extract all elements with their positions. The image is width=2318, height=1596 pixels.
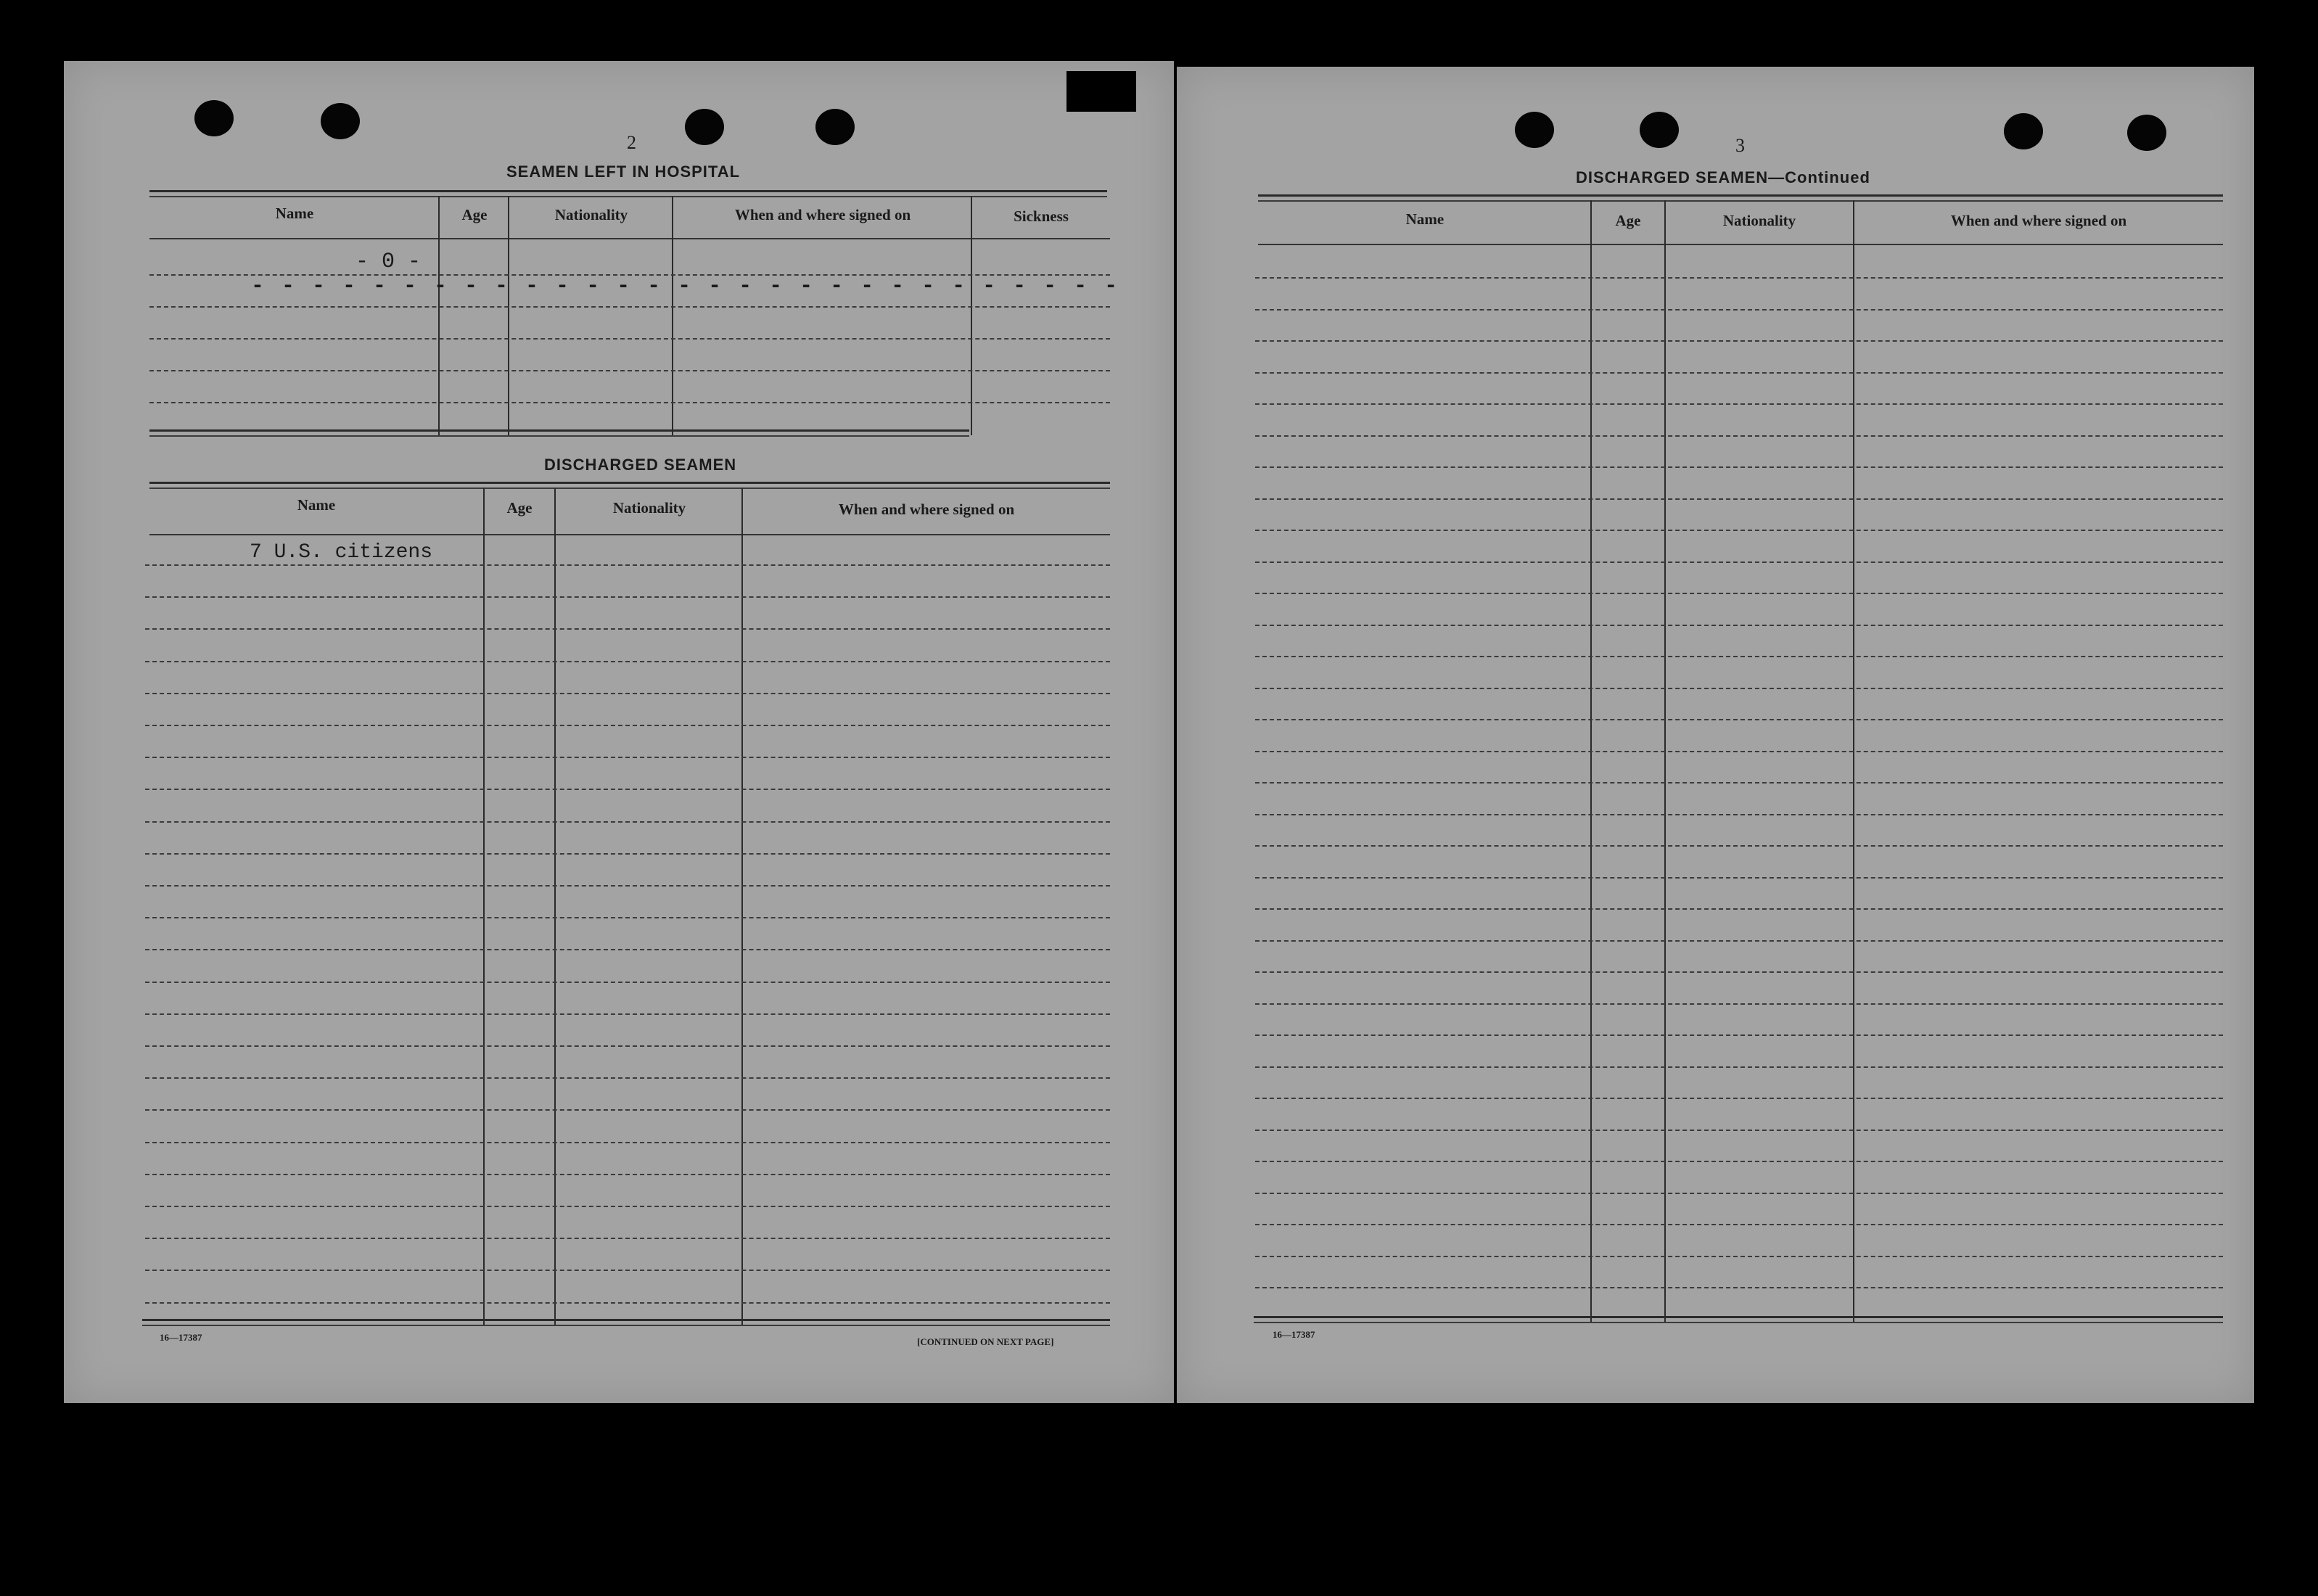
punch-hole <box>1640 112 1679 148</box>
row-line <box>1255 593 2223 594</box>
row-line <box>1255 498 2223 500</box>
rule <box>149 488 1110 489</box>
row-line <box>145 757 1110 758</box>
row-line <box>145 1109 1110 1111</box>
col-divider <box>1664 200 1666 1322</box>
row-line <box>145 949 1110 950</box>
form-number: 16—17387 <box>1273 1329 1315 1340</box>
row-line <box>145 725 1110 726</box>
continued-note: [CONTINUED ON NEXT PAGE] <box>917 1336 1054 1347</box>
row-line <box>145 693 1110 694</box>
row-line <box>1255 625 2223 626</box>
row-line <box>149 306 1110 308</box>
row-line <box>145 596 1110 598</box>
page-number: 3 <box>1735 135 1745 156</box>
punch-hole <box>815 109 855 145</box>
col-header-age: Age <box>506 499 533 517</box>
right-page <box>1177 67 2254 1403</box>
row-line <box>1255 782 2223 783</box>
torn-notch <box>1066 71 1136 112</box>
table-end-rule <box>1254 1322 2223 1323</box>
row-line <box>1255 656 2223 657</box>
punch-hole <box>1515 112 1554 148</box>
col-divider <box>971 196 972 435</box>
row-line <box>145 1013 1110 1015</box>
row-line <box>145 1142 1110 1143</box>
rule <box>1258 200 2223 202</box>
col-divider <box>554 488 556 1326</box>
punch-hole <box>2004 113 2043 149</box>
col-header-signed-on: When and where signed on <box>1950 212 2127 229</box>
col-divider <box>741 488 743 1326</box>
discharged-entry: 7 U.S. citizens <box>250 541 433 564</box>
punch-hole <box>685 109 724 145</box>
row-line <box>1255 719 2223 720</box>
row-line <box>145 1174 1110 1175</box>
header-rule <box>149 238 1110 239</box>
row-line <box>145 982 1110 983</box>
row-line <box>145 1302 1110 1304</box>
punch-hole <box>2127 115 2166 151</box>
rule <box>149 482 1110 484</box>
row-line <box>1255 940 2223 942</box>
col-header-age: Age <box>1615 212 1641 229</box>
row-line <box>145 853 1110 855</box>
left-page <box>64 61 1174 1403</box>
row-line <box>145 885 1110 887</box>
hospital-dash-row: - - - - - - - - - - - - - - - - - - - - - - - - - - - - - <box>251 274 1120 299</box>
row-line <box>145 1270 1110 1271</box>
row-line <box>1255 1256 2223 1257</box>
col-header-age: Age <box>461 206 488 223</box>
col-divider <box>1853 200 1854 1322</box>
row-line <box>1255 1193 2223 1194</box>
col-header-nationality: Nationality <box>1722 212 1796 229</box>
section-end-rule <box>149 435 969 437</box>
rule <box>149 190 1107 192</box>
row-line <box>1255 1161 2223 1162</box>
col-header-signed-on: When and where signed on <box>734 206 911 223</box>
row-line <box>1255 372 2223 374</box>
table-end-rule <box>142 1319 1110 1321</box>
row-line <box>149 338 1110 340</box>
row-line <box>149 274 1110 276</box>
row-line <box>1255 814 2223 815</box>
hospital-entry: - 0 - <box>355 250 422 274</box>
row-line <box>1255 877 2223 879</box>
row-line <box>1255 340 2223 342</box>
col-header-name: Name <box>275 205 314 222</box>
row-line <box>1255 277 2223 279</box>
page-number: 2 <box>627 132 636 153</box>
row-line <box>1255 435 2223 437</box>
col-divider <box>438 196 440 435</box>
col-header-nationality: Nationality <box>612 499 686 517</box>
row-line <box>1255 403 2223 405</box>
row-line <box>1255 971 2223 973</box>
row-line <box>1255 1003 2223 1005</box>
row-line <box>1255 1034 2223 1036</box>
header-rule <box>1258 244 2223 245</box>
col-header-sickness: Sickness <box>1014 207 1069 225</box>
row-line <box>145 789 1110 790</box>
col-divider <box>483 488 485 1326</box>
table-end-rule <box>142 1325 1110 1326</box>
hospital-section-title: SEAMEN LEFT IN HOSPITAL <box>506 163 741 181</box>
row-line <box>145 1206 1110 1207</box>
row-line <box>1255 1287 2223 1288</box>
col-header-signed-on: When and where signed on <box>838 501 1015 518</box>
row-line <box>1255 530 2223 531</box>
table-end-rule <box>1254 1316 2223 1318</box>
rule <box>149 196 1107 197</box>
row-line <box>145 1045 1110 1047</box>
row-line <box>149 370 1110 371</box>
col-header-name: Name <box>1405 210 1444 228</box>
col-divider <box>508 196 509 435</box>
row-line <box>145 564 1110 566</box>
col-header-nationality: Nationality <box>554 206 628 223</box>
row-line <box>145 628 1110 630</box>
row-line <box>1255 466 2223 468</box>
punch-hole <box>321 103 360 139</box>
discharged-section-title: DISCHARGED SEAMEN <box>544 456 737 474</box>
row-line <box>145 1238 1110 1239</box>
col-header-name: Name <box>297 496 336 514</box>
row-line <box>145 821 1110 823</box>
col-divider <box>1590 200 1592 1322</box>
section-end-rule <box>149 429 969 432</box>
discharged-continued-title: DISCHARGED SEAMEN—Continued <box>1576 168 1870 186</box>
form-number: 16—17387 <box>160 1332 202 1343</box>
row-line <box>1255 688 2223 689</box>
row-line <box>1255 845 2223 847</box>
row-line <box>149 402 1110 403</box>
row-line <box>145 1077 1110 1079</box>
row-line <box>1255 1224 2223 1225</box>
rule <box>1258 194 2223 197</box>
row-line <box>1255 908 2223 910</box>
row-line <box>1255 751 2223 752</box>
row-line <box>1255 1130 2223 1131</box>
row-line <box>1255 562 2223 563</box>
punch-hole <box>194 100 234 136</box>
row-line <box>145 917 1110 918</box>
row-line <box>145 661 1110 662</box>
col-divider <box>672 196 673 435</box>
header-rule <box>149 534 1110 535</box>
row-line <box>1255 1098 2223 1099</box>
row-line <box>1255 309 2223 310</box>
row-line <box>1255 1066 2223 1068</box>
